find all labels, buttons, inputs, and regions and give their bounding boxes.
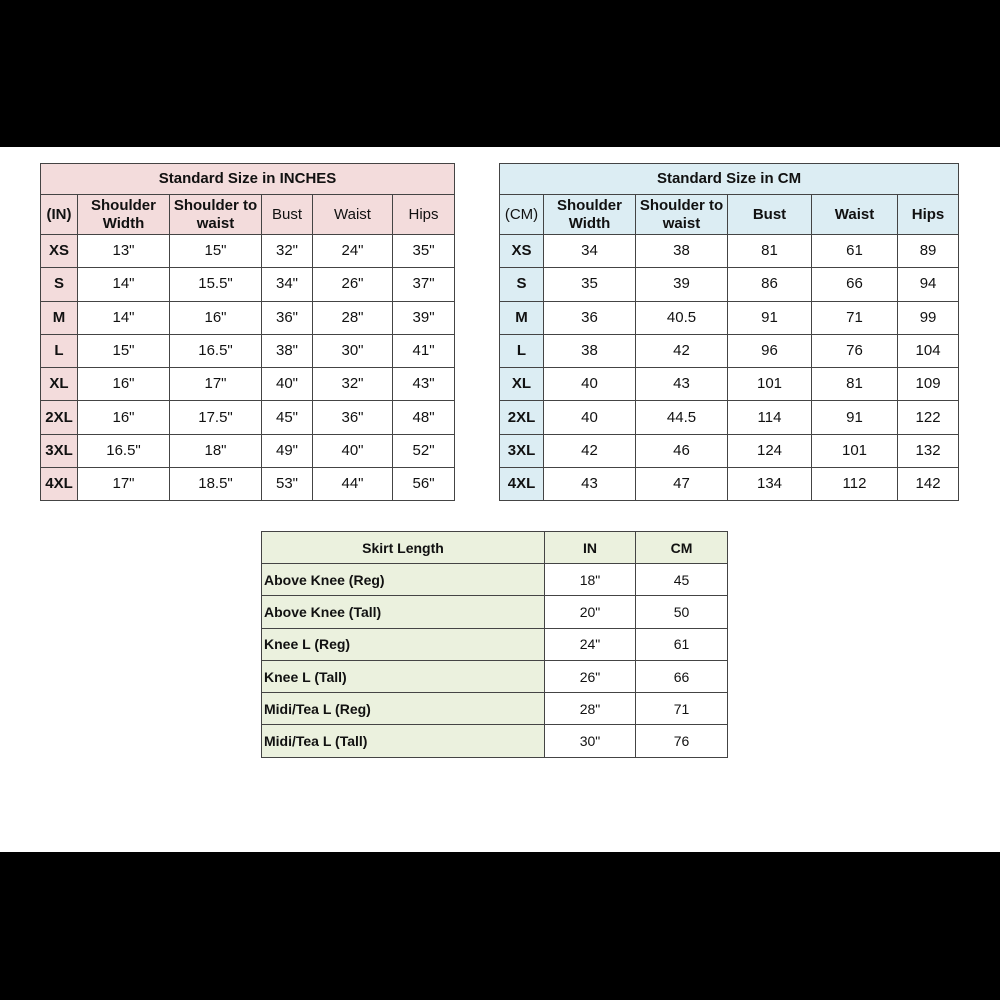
skirt-cell: 50 xyxy=(636,596,728,628)
skirt-col-in: IN xyxy=(545,532,636,564)
skirt-length-table xyxy=(261,531,728,758)
inch-row-label: S xyxy=(41,268,78,301)
skirt-cell: 26" xyxy=(545,660,636,692)
cm-col-unit: (CM) xyxy=(500,195,544,235)
inch-cell: 32" xyxy=(262,235,313,268)
cm-cell: 89 xyxy=(898,235,959,268)
inch-row-label: 2XL xyxy=(41,401,78,434)
cm-table-row xyxy=(500,268,959,301)
skirt-row-label: Above Knee (Reg) xyxy=(262,564,545,596)
cm-cell: 99 xyxy=(898,301,959,334)
inch-cell: 16" xyxy=(78,401,170,434)
inch-cell: 26" xyxy=(313,268,393,301)
cm-size-table xyxy=(499,163,959,501)
cm-cell: 40 xyxy=(544,401,636,434)
inch-cell: 18" xyxy=(170,434,262,467)
inch-cell: 16" xyxy=(78,368,170,401)
inch-cell: 16.5" xyxy=(170,334,262,367)
cm-cell: 109 xyxy=(898,368,959,401)
cm-cell: 114 xyxy=(728,401,812,434)
cm-cell: 43 xyxy=(544,468,636,501)
cm-cell: 101 xyxy=(812,434,898,467)
skirt-cell: 61 xyxy=(636,628,728,660)
inch-row-label: L xyxy=(41,334,78,367)
cm-cell: 35 xyxy=(544,268,636,301)
cm-cell: 40 xyxy=(544,368,636,401)
cm-cell: 124 xyxy=(728,434,812,467)
inch-cell: 13" xyxy=(78,235,170,268)
skirt-row-label: Knee L (Reg) xyxy=(262,628,545,660)
inch-cell: 30" xyxy=(313,334,393,367)
inch-col-shoulder-width: Shoulder Width xyxy=(78,195,170,235)
skirt-table-header-row xyxy=(262,532,728,564)
inch-table-header-row xyxy=(41,195,455,235)
skirt-cell: 71 xyxy=(636,693,728,725)
skirt-col-cm: CM xyxy=(636,532,728,564)
inch-cell: 34" xyxy=(262,268,313,301)
cm-col-waist: Waist xyxy=(812,195,898,235)
cm-cell: 39 xyxy=(636,268,728,301)
inch-cell: 24" xyxy=(313,235,393,268)
inch-cell: 52" xyxy=(393,434,455,467)
cm-cell: 44.5 xyxy=(636,401,728,434)
inch-table-row xyxy=(41,268,455,301)
cm-cell: 40.5 xyxy=(636,301,728,334)
cm-table-title: Standard Size in CM xyxy=(500,164,959,195)
inch-cell: 32" xyxy=(313,368,393,401)
cm-cell: 46 xyxy=(636,434,728,467)
inch-cell: 36" xyxy=(262,301,313,334)
skirt-table-row xyxy=(262,628,728,660)
cm-table-row xyxy=(500,301,959,334)
inch-cell: 14" xyxy=(78,268,170,301)
inch-cell: 36" xyxy=(313,401,393,434)
cm-cell: 71 xyxy=(812,301,898,334)
inch-table-title: Standard Size in INCHES xyxy=(41,164,455,195)
inch-cell: 35" xyxy=(393,235,455,268)
inch-row-label: 4XL xyxy=(41,468,78,501)
skirt-cell: 20" xyxy=(545,596,636,628)
skirt-table-row xyxy=(262,596,728,628)
skirt-row-label: Midi/Tea L (Tall) xyxy=(262,725,545,757)
skirt-cell: 66 xyxy=(636,660,728,692)
skirt-table-row xyxy=(262,693,728,725)
inch-cell: 16" xyxy=(170,301,262,334)
inch-table-row xyxy=(41,468,455,501)
inch-row-label: 3XL xyxy=(41,434,78,467)
cm-cell: 91 xyxy=(812,401,898,434)
inch-cell: 15" xyxy=(170,235,262,268)
inch-cell: 49" xyxy=(262,434,313,467)
inch-cell: 56" xyxy=(393,468,455,501)
inch-cell: 38" xyxy=(262,334,313,367)
inch-col-unit: (IN) xyxy=(41,195,78,235)
skirt-row-label: Knee L (Tall) xyxy=(262,660,545,692)
cm-cell: 36 xyxy=(544,301,636,334)
inch-cell: 43" xyxy=(393,368,455,401)
skirt-cell: 30" xyxy=(545,725,636,757)
cm-cell: 91 xyxy=(728,301,812,334)
cm-cell: 61 xyxy=(812,235,898,268)
cm-row-label: 2XL xyxy=(500,401,544,434)
inch-row-label: XS xyxy=(41,235,78,268)
inch-cell: 17" xyxy=(78,468,170,501)
cm-cell: 101 xyxy=(728,368,812,401)
cm-cell: 94 xyxy=(898,268,959,301)
cm-cell: 42 xyxy=(636,334,728,367)
cm-col-shoulder-to-waist: Shoulder to waist xyxy=(636,195,728,235)
inch-cell: 15.5" xyxy=(170,268,262,301)
inch-cell: 28" xyxy=(313,301,393,334)
skirt-table-row xyxy=(262,725,728,757)
inch-cell: 14" xyxy=(78,301,170,334)
cm-cell: 142 xyxy=(898,468,959,501)
inch-cell: 41" xyxy=(393,334,455,367)
inch-cell: 39" xyxy=(393,301,455,334)
inch-cell: 18.5" xyxy=(170,468,262,501)
cm-cell: 38 xyxy=(636,235,728,268)
inch-col-hips: Hips xyxy=(393,195,455,235)
cm-cell: 81 xyxy=(728,235,812,268)
cm-table-row xyxy=(500,334,959,367)
skirt-cell: 24" xyxy=(545,628,636,660)
cm-cell: 76 xyxy=(812,334,898,367)
cm-table-row xyxy=(500,468,959,501)
inch-col-bust: Bust xyxy=(262,195,313,235)
cm-cell: 134 xyxy=(728,468,812,501)
cm-cell: 42 xyxy=(544,434,636,467)
inch-cell: 40" xyxy=(262,368,313,401)
inch-row-label: M xyxy=(41,301,78,334)
skirt-cell: 45 xyxy=(636,564,728,596)
cm-row-label: L xyxy=(500,334,544,367)
inch-table-title-row xyxy=(41,164,455,195)
cm-row-label: S xyxy=(500,268,544,301)
inch-row-label: XL xyxy=(41,368,78,401)
inch-cell: 40" xyxy=(313,434,393,467)
inch-size-table xyxy=(40,163,455,501)
cm-cell: 43 xyxy=(636,368,728,401)
cm-cell: 86 xyxy=(728,268,812,301)
cm-col-hips: Hips xyxy=(898,195,959,235)
cm-table-row xyxy=(500,368,959,401)
cm-cell: 104 xyxy=(898,334,959,367)
inch-cell: 44" xyxy=(313,468,393,501)
inch-table-row xyxy=(41,368,455,401)
cm-table-row xyxy=(500,235,959,268)
inch-cell: 16.5" xyxy=(78,434,170,467)
skirt-cell: 28" xyxy=(545,693,636,725)
skirt-cell: 18" xyxy=(545,564,636,596)
cm-table-row xyxy=(500,401,959,434)
inch-cell: 45" xyxy=(262,401,313,434)
cm-row-label: XL xyxy=(500,368,544,401)
inch-cell: 37" xyxy=(393,268,455,301)
skirt-row-label: Above Knee (Tall) xyxy=(262,596,545,628)
inch-cell: 53" xyxy=(262,468,313,501)
cm-cell: 47 xyxy=(636,468,728,501)
cm-cell: 132 xyxy=(898,434,959,467)
inch-cell: 15" xyxy=(78,334,170,367)
inch-table-row xyxy=(41,434,455,467)
skirt-table-row xyxy=(262,660,728,692)
cm-cell: 122 xyxy=(898,401,959,434)
cm-table-row xyxy=(500,434,959,467)
cm-cell: 81 xyxy=(812,368,898,401)
cm-cell: 38 xyxy=(544,334,636,367)
cm-row-label: XS xyxy=(500,235,544,268)
cm-table-title-row xyxy=(500,164,959,195)
size-chart-sheet xyxy=(0,147,1000,852)
cm-col-shoulder-width: Shoulder Width xyxy=(544,195,636,235)
skirt-cell: 76 xyxy=(636,725,728,757)
cm-row-label: M xyxy=(500,301,544,334)
inch-col-waist: Waist xyxy=(313,195,393,235)
cm-cell: 96 xyxy=(728,334,812,367)
skirt-table-row xyxy=(262,564,728,596)
skirt-row-label: Midi/Tea L (Reg) xyxy=(262,693,545,725)
skirt-col-length: Skirt Length xyxy=(262,532,545,564)
cm-col-bust: Bust xyxy=(728,195,812,235)
inch-table-row xyxy=(41,235,455,268)
inch-table-row xyxy=(41,401,455,434)
cm-table-header-row xyxy=(500,195,959,235)
cm-cell: 66 xyxy=(812,268,898,301)
inch-cell: 17.5" xyxy=(170,401,262,434)
inch-cell: 17" xyxy=(170,368,262,401)
inch-table-row xyxy=(41,301,455,334)
cm-cell: 112 xyxy=(812,468,898,501)
inch-table-row xyxy=(41,334,455,367)
cm-row-label: 4XL xyxy=(500,468,544,501)
cm-row-label: 3XL xyxy=(500,434,544,467)
inch-col-shoulder-to-waist: Shoulder to waist xyxy=(170,195,262,235)
inch-cell: 48" xyxy=(393,401,455,434)
cm-cell: 34 xyxy=(544,235,636,268)
